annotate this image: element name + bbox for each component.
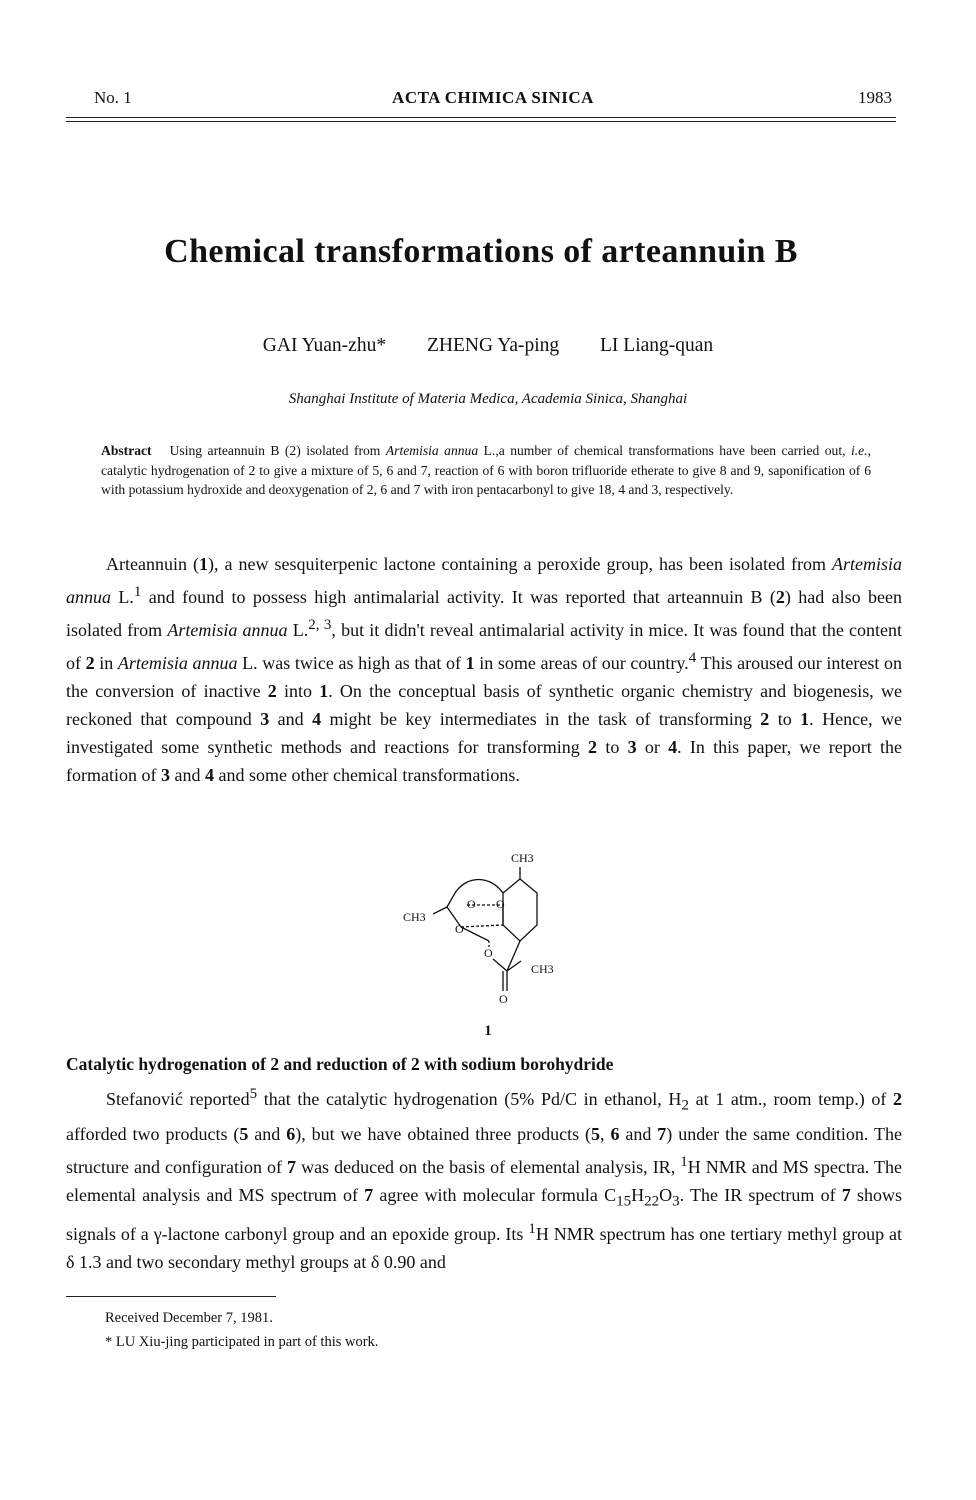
text-run: and: [619, 1123, 658, 1144]
text-run: or: [636, 737, 669, 757]
text-run: shows signals of a γ-lactone carbonyl group and an epoxide group. Its: [66, 1184, 903, 1245]
structure-bonds: [433, 867, 537, 991]
compound-number: 5: [239, 1123, 249, 1144]
compound-number: 7: [657, 1123, 667, 1144]
journal-name: ACTA CHIMICA SINICA: [392, 88, 594, 107]
abstract-label: Abstract: [101, 443, 152, 458]
text-run: L.: [111, 587, 134, 607]
text-run: H NMR and MS spectra. The elemental analysis and MS spectrum of: [66, 1156, 902, 1205]
superscript: 1: [528, 1221, 536, 1238]
compound-number: 3: [260, 709, 270, 729]
text-run: Arteannuin (: [106, 554, 199, 574]
compound-number: 4: [204, 765, 214, 785]
text-run: . On the conceptual basis of synthetic organic chemistry and biogenesis, we reckoned that compound: [66, 681, 902, 729]
text-run: , but it didn't reveal antimalarial activity in mice. It was found that the content of: [66, 620, 903, 673]
text-run: into: [276, 681, 320, 701]
footnote-rule: [66, 1296, 276, 1297]
species-name: Artemisia annua: [167, 620, 288, 640]
compound-number: 2: [760, 709, 770, 729]
bond: [493, 959, 507, 971]
compound-number: 3: [160, 765, 170, 785]
reference-marker: 2, 3: [308, 617, 332, 633]
ring-bond: [503, 879, 537, 941]
atom-label: O: [467, 897, 476, 911]
text-run: and some other chemical transformations.: [213, 765, 520, 785]
author-list: [0, 335, 976, 357]
text-run: was deduced on the basis of elemental analysis, IR,: [296, 1156, 681, 1177]
abstract: [101, 441, 871, 500]
text-run: O: [659, 1184, 673, 1205]
text-run: in: [94, 653, 118, 673]
atom-label: O: [496, 897, 505, 911]
abbreviation: i.e.: [850, 443, 868, 458]
author-name: LI Liang-quan: [600, 335, 714, 356]
compound-label: 1: [484, 1023, 492, 1039]
compound-number: 2: [775, 587, 785, 607]
text-run: L. was twice as high as that of: [237, 653, 466, 673]
text-run: ), a new sesquiterpenic lactone containing a peroxide group, has been isolated from: [208, 554, 833, 574]
compound-number: 2: [893, 1089, 902, 1109]
text-run: . Hence, we investigated some synthetic methods and reactions for transforming: [66, 709, 902, 757]
author-footnote: * LU Xiu-jing participated in part of this work.: [105, 1334, 379, 1350]
text-run: L.: [287, 620, 309, 640]
text-run: . The IR spectrum of: [679, 1184, 842, 1205]
text-run: ,: [600, 1123, 611, 1144]
text-run: that the catalytic hydrogenation (5% Pd/C in ethanol, H: [257, 1089, 682, 1109]
text-run: H: [631, 1184, 645, 1205]
compound-number: 6: [286, 1123, 296, 1144]
text-run: . In this paper, we report the formation of: [66, 737, 902, 785]
bond: [461, 927, 489, 941]
text-run: afforded two products (: [66, 1123, 240, 1144]
compound-number: 4: [312, 709, 322, 729]
bond: [433, 907, 447, 914]
affiliation: Shanghai Institute of Materia Medica, Academia Sinica, Shanghai: [288, 391, 688, 407]
header-rule-secondary: [66, 121, 896, 122]
section-heading: Catalytic hydrogenation of 2 and reduction of 2 with sodium borohydride: [66, 1054, 614, 1074]
atom-labels: [403, 851, 554, 1006]
compound-number: 1: [319, 681, 329, 701]
reference-marker: 1: [133, 584, 142, 600]
atom-label: CH3: [511, 851, 534, 865]
issue-number: No. 1: [94, 88, 132, 107]
superscript: 1: [680, 1153, 688, 1170]
text-run: to: [769, 709, 801, 729]
atom-label: CH3: [531, 962, 554, 976]
text-run: and found to possess high antimalarial activity. It was reported that arteannuin B (: [141, 587, 776, 607]
compound-number: 7: [841, 1184, 851, 1205]
abstract-text: L.,a number of chemical transformations have been carried out,: [478, 443, 851, 458]
text-run: ) under the same condition. The structure and configuration of: [66, 1123, 902, 1177]
reference-marker: 5: [249, 1086, 258, 1102]
chemical-structure-arteannuin: [395, 845, 575, 1015]
footnotes: [105, 1306, 885, 1354]
compound-number: 1: [199, 554, 208, 574]
running-header: [94, 88, 892, 110]
text-run: ) had also been isolated from: [66, 587, 902, 640]
text-run: at 1 atm., room temp.) of: [688, 1089, 893, 1109]
subscript: 22: [644, 1193, 660, 1210]
text-run: and: [269, 709, 313, 729]
compound-number: 7: [364, 1184, 374, 1205]
bond: [461, 925, 503, 927]
compound-number: 1: [465, 653, 475, 673]
text-run: This aroused our interest on the conversion of inactive: [66, 653, 902, 701]
text-run: agree with molecular formula C: [373, 1184, 617, 1205]
subscript: 2: [681, 1097, 689, 1114]
author-name: GAI Yuan-zhu*: [262, 335, 387, 356]
atom-label: O: [484, 946, 493, 960]
atom-label: O: [455, 922, 464, 936]
species-name: Artemisia annua: [66, 554, 903, 607]
compound-number: 1: [800, 709, 810, 729]
body-paragraph: [66, 1080, 902, 1276]
atom-label: O: [499, 992, 508, 1006]
species-name: Artemisia annua: [117, 653, 238, 673]
text-run: ), but we have obtained three products (: [295, 1123, 592, 1144]
publication-year: 1983: [858, 88, 892, 107]
species-name: Artemisia annua: [385, 443, 479, 458]
abstract-text: , catalytic hydrogenation of 2 to give a mixture of 5, 6 and 7, reaction of 6 with boron trifluoride etherate to give 8 and 9, saponification of 6 with potassium hydroxide and deoxygenation of 2, 6 and 7 with iron pentacarbonyl to give 18, 4 and 3, respectively.: [101, 443, 871, 497]
abstract-text: Using arteannuin B (2) isolated from: [169, 443, 386, 458]
subscript: 15: [616, 1193, 632, 1210]
text-run: to: [597, 737, 628, 757]
text-run: might be key intermediates in the task of transforming: [321, 709, 761, 729]
subscript: 3: [672, 1193, 680, 1210]
atom-label: CH3: [403, 910, 426, 924]
compound-number: 5: [591, 1123, 601, 1144]
text-run: and: [169, 765, 205, 785]
compound-number: 4: [668, 737, 678, 757]
header-rule: [66, 117, 896, 118]
compound-number: 6: [610, 1123, 620, 1144]
author-name: ZHENG Ya-ping: [426, 335, 560, 356]
compound-number: 3: [627, 737, 637, 757]
text-run: in some areas of our country.: [474, 653, 689, 673]
received-date: Received December 7, 1981.: [105, 1310, 273, 1326]
intro-paragraph: [66, 550, 902, 789]
compound-number: 7: [287, 1156, 297, 1177]
text-run: H NMR spectrum has one tertiary methyl group at δ 1.3 and two secondary methyl groups at δ 0.90 and: [66, 1224, 902, 1273]
compound-number: 2: [588, 737, 598, 757]
compound-number: 2: [85, 653, 95, 673]
article-title: Chemical transformations of arteannuin B: [164, 233, 798, 270]
text-run: and: [248, 1123, 287, 1144]
reference-marker: 4: [688, 650, 697, 666]
text-run: Stefanović reported: [106, 1089, 250, 1109]
compound-number: 2: [267, 681, 277, 701]
